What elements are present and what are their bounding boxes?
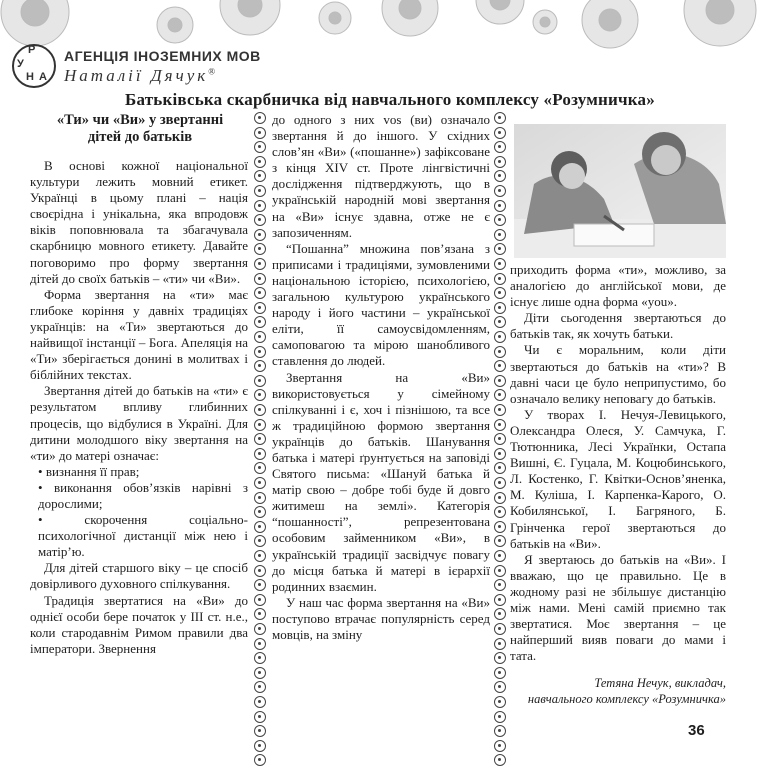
bullet-ring-icon	[254, 302, 266, 314]
bullet-ring-icon	[494, 652, 506, 664]
bullet-list	[30, 464, 248, 561]
author-signature	[510, 675, 726, 707]
bullet-ring-icon	[494, 681, 506, 693]
bullet-ring-icon	[494, 302, 506, 314]
mother-child-photo	[514, 124, 726, 258]
bullet-ring-icon	[254, 652, 266, 664]
logo-letter: Р	[28, 44, 36, 56]
list-item: • скорочення соціально-психологічної дистанції між нею і матір’ю.	[30, 512, 248, 560]
list-item: • виконання обов’язків нарівні з дорослими;	[30, 480, 248, 512]
bullet-ring-icon	[254, 565, 266, 577]
bullet-ring-icon	[254, 579, 266, 591]
bullet-ring-icon	[494, 740, 506, 752]
bullet-ring-icon	[494, 535, 506, 547]
bullet-ring-icon	[254, 404, 266, 416]
bullet-ring-icon	[254, 535, 266, 547]
bullet-ring-icon	[494, 127, 506, 139]
bullet-ring-icon	[254, 521, 266, 533]
bullet-ring-icon	[254, 594, 266, 606]
logo-letter: А	[39, 71, 47, 83]
paragraph: Для дітей старшого віку – це спосіб довірливого духовного спілкування.	[30, 560, 248, 592]
bullet-ring-icon	[494, 492, 506, 504]
bullet-ring-icon	[254, 258, 266, 270]
article-title: «Ти» чи «Ви» у звертанні дітей до батьків	[56, 112, 224, 145]
bullet-ring-icon	[254, 608, 266, 620]
bullet-ring-icon	[494, 419, 506, 431]
bullet-ring-icon	[494, 725, 506, 737]
bullet-ring-icon	[494, 141, 506, 153]
paragraph: Чи є моральним, коли діти звертаються до батьків на «ти»? В давні часи це було неприпустимо, бо означало велику неповагу до батьків.	[510, 342, 726, 406]
registered-mark: ®	[208, 66, 219, 77]
bullet-ring-icon	[254, 638, 266, 650]
bullet-ring-icon	[254, 754, 266, 766]
paragraph: Звертання на «Ви» використовується у сімейному спілкуванні і є, хоч і пізнішою, та все ж традиційною формою звертання українців до батьків. Шанування батька і матері ґрунтується на заповіді Святого письма: «Шануй батька й матір свою – добре тобі буде й довго житимеш на землі». Категорія “пошанності”, репрезентована особовим займенником «Ви», в українській традиції засвідчує повагу до місця батька й матері в ієрархії родинних взаємин.	[272, 369, 490, 594]
paragraph: приходить форма «ти», можливо, за аналогією до англійської мови, де існує лише одна форма «you».	[510, 262, 726, 310]
article-column-1	[30, 158, 248, 768]
bullet-ring-icon	[254, 141, 266, 153]
bullet-ring-icon	[494, 608, 506, 620]
bullet-ring-icon	[494, 550, 506, 562]
author-name: Тетяна Нечук, викладач,	[594, 676, 726, 690]
paragraph: Я звертаюсь до батьків на «Ви». І вважаю, що це правильно. Це в жодному разі не збільшує дистанцію між нами. Мені самій приємно так звертатися. Моє звертання – це найперший вияв поваги до мами і тата.	[510, 551, 726, 664]
bullet-ring-icon	[494, 287, 506, 299]
bullet-ring-icon	[494, 638, 506, 650]
bullet-ring-icon	[254, 375, 266, 387]
paragraph: Традиція звертатися на «Ви» до однієї особи бере початок у III ст. н.е., коли стародавнім Римом правили два імператори. Звернення	[30, 592, 248, 656]
list-item: • визнання її прав;	[30, 464, 248, 480]
bullet-ring-icon	[494, 200, 506, 212]
paragraph: до одного з них vos (ви) означало звертання й до іншого. У східних слов’ян «Ви» («пошанне») зафіксоване з кінця XIV ст. Проте лінгвістичні дослідження підтверджують, що в українській народній мові звертання на «Ви» існує здавна, отже не є запозиченням.	[272, 112, 490, 240]
bullet-ring-icon	[494, 214, 506, 226]
agency-logo-icon	[12, 44, 56, 88]
bullet-ring-icon	[254, 185, 266, 197]
bullet-ring-icon	[254, 156, 266, 168]
column-divider-ornament	[494, 112, 510, 772]
bullet-ring-icon	[494, 273, 506, 285]
page-number: 36	[688, 722, 705, 739]
brand-name: Наталії Дячук	[64, 66, 209, 85]
bullet-ring-icon	[254, 740, 266, 752]
bullet-ring-icon	[494, 389, 506, 401]
bullet-ring-icon	[254, 214, 266, 226]
bullet-ring-icon	[494, 316, 506, 328]
author-organization: навчального комплексу «Розумничка»	[527, 692, 726, 706]
bullet-ring-icon	[494, 229, 506, 241]
bullet-ring-icon	[494, 170, 506, 182]
bullet-ring-icon	[494, 346, 506, 358]
bullet-ring-icon	[494, 462, 506, 474]
bullet-ring-icon	[254, 419, 266, 431]
paragraph: “Пошанна” множина пов’язана з приписами і традиціями, зумовленими національною історією, психологією, загальною культурою українського народу і його частини – української еліти, її самоусвідомленням, самоповагою та мірою шанобливого ставлення до людей.	[272, 240, 490, 369]
bullet-ring-icon	[494, 623, 506, 635]
bullet-ring-icon	[254, 506, 266, 518]
article-column-2	[272, 112, 490, 722]
bullet-ring-icon	[494, 667, 506, 679]
bullet-ring-icon	[494, 331, 506, 343]
paragraph: У творах І. Нечуя-Левицького, Олександра Олеся, У. Самчука, Г. Тютюнника, Лесі Українки, Остапа Вишні, Є. Гуцала, М. Коцюбинського, Л. Костенко, Г. Квітки-Основ’яненка, М. Куліша, І. Карпенка-Карого, О. Кобилянської, І. Багряного, Б. Грінченка герої звертаються до батьків на «Ви».	[510, 406, 726, 551]
bullet-ring-icon	[494, 112, 506, 124]
bullet-ring-icon	[494, 448, 506, 460]
bullet-ring-icon	[494, 433, 506, 445]
paragraph: Діти сьогодення звертаються до батьків так, як хочуть батьки.	[510, 310, 726, 342]
bullet-ring-icon	[494, 360, 506, 372]
bullet-ring-icon	[254, 389, 266, 401]
bullet-ring-icon	[254, 696, 266, 708]
bullet-ring-icon	[254, 229, 266, 241]
bullet-ring-icon	[254, 711, 266, 723]
bullet-ring-icon	[254, 492, 266, 504]
bullet-ring-icon	[254, 448, 266, 460]
bullet-ring-icon	[254, 667, 266, 679]
bullet-ring-icon	[254, 462, 266, 474]
bullet-ring-icon	[494, 521, 506, 533]
bullet-ring-icon	[254, 360, 266, 372]
bullet-ring-icon	[254, 623, 266, 635]
logo-letter: У	[17, 58, 24, 70]
bullet-ring-icon	[254, 112, 266, 124]
column-divider-ornament	[254, 112, 270, 772]
bullet-ring-icon	[494, 506, 506, 518]
bullet-ring-icon	[254, 243, 266, 255]
bullet-ring-icon	[494, 258, 506, 270]
bullet-ring-icon	[494, 404, 506, 416]
bullet-ring-icon	[254, 725, 266, 737]
bullet-ring-icon	[494, 579, 506, 591]
bullet-ring-icon	[494, 565, 506, 577]
bullet-ring-icon	[494, 594, 506, 606]
agency-name: АГЕНЦІЯ ІНОЗЕМНИХ МОВ	[64, 48, 261, 64]
bullet-ring-icon	[254, 433, 266, 445]
bullet-ring-icon	[254, 550, 266, 562]
bullet-ring-icon	[254, 287, 266, 299]
bullet-ring-icon	[494, 696, 506, 708]
bullet-ring-icon	[494, 754, 506, 766]
bullet-ring-icon	[254, 346, 266, 358]
bullet-ring-icon	[494, 477, 506, 489]
bullet-ring-icon	[254, 127, 266, 139]
paragraph: Звертання дітей до батьків на «ти» є результатом впливу глибинних процесів, що відбулися в Україні. Для дитини молодшого віку звертання на «ти» до матері означає:	[30, 383, 248, 463]
paragraph: Форма звертання на «ти» має глибоке коріння у давніх традиціях українців: на «Ти» звертаються до найвищої інстанції – Бога. Апеляція на «Ти» зберігається донині в молитвах і біблійних текстах.	[30, 286, 248, 383]
bullet-ring-icon	[254, 477, 266, 489]
bullet-ring-icon	[494, 156, 506, 168]
bullet-ring-icon	[494, 711, 506, 723]
article-column-3	[510, 262, 726, 702]
bullet-ring-icon	[494, 375, 506, 387]
bullet-ring-icon	[494, 243, 506, 255]
page-headline: Батьківська скарбничка від навчального комплексу «Розумничка»	[125, 90, 655, 109]
bullet-ring-icon	[254, 681, 266, 693]
bullet-ring-icon	[254, 316, 266, 328]
bullet-ring-icon	[494, 185, 506, 197]
paragraph: В основі кожної національної культури лежить мовний етикет. Українці в цьому плані – нація своєрідна і унікальна, яка впродовж віків поповнювала та збагачувала скарбницю мовного етикету. Давайте поговоримо про форму звертання дітей до своїх батьків – «ти» чи «Ви».	[30, 158, 248, 286]
agency-brand	[64, 66, 294, 86]
bullet-ring-icon	[254, 273, 266, 285]
bullet-ring-icon	[254, 331, 266, 343]
logo-letter: Н	[26, 71, 34, 83]
bullet-ring-icon	[254, 170, 266, 182]
bullet-ring-icon	[254, 200, 266, 212]
paragraph: У наш час форма звертання на «Ви» поступово втрачає популярність серед мовців, на зміну	[272, 594, 490, 642]
